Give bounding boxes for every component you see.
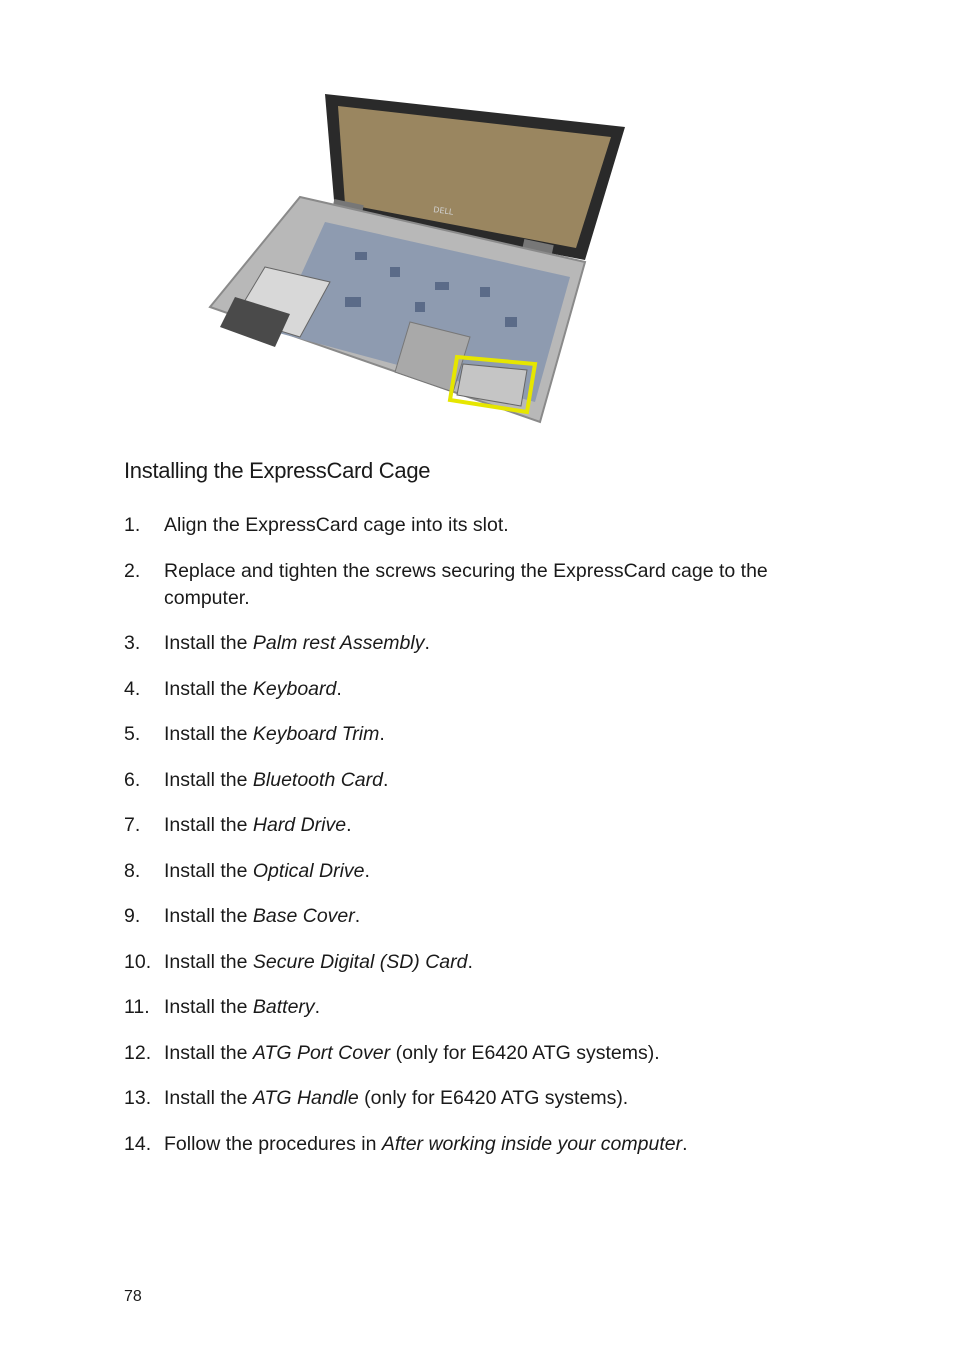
step-text-suffix: . — [336, 677, 342, 700]
step-reference: After working inside your computer — [381, 1132, 683, 1155]
step-number: 12. — [124, 1041, 152, 1064]
step-text: Install the — [164, 1087, 253, 1109]
step-text: Install the — [164, 677, 253, 700]
step-reference: Base Cover — [252, 905, 355, 927]
step-number: 1. — [124, 514, 141, 536]
step-reference: Battery — [252, 996, 315, 1018]
step-text-suffix: . — [682, 1132, 688, 1155]
step-reference: ATG Port Cover — [252, 1041, 391, 1064]
step-text: Align the ExpressCard cage into its slot. — [164, 514, 509, 536]
step-item — [124, 767, 844, 794]
step-number: 10. — [124, 950, 152, 973]
step-number: 11. — [124, 996, 150, 1018]
laptop-figure — [205, 82, 635, 427]
step-text: Install the — [164, 996, 253, 1018]
step-text: Replace and tighten the screws securing the ExpressCard cage to the computer. — [164, 559, 768, 609]
step-item — [124, 676, 844, 703]
step-number: 7. — [124, 814, 141, 836]
step-item — [124, 949, 844, 976]
step-item — [124, 812, 844, 839]
step-text-suffix: . — [314, 996, 321, 1018]
expresscard-cage — [457, 364, 527, 406]
step-item — [124, 903, 844, 930]
step-item — [124, 1085, 844, 1112]
step-text-suffix: . — [364, 859, 370, 882]
step-reference: Palm rest Assembly — [252, 632, 425, 654]
brand-logo: DELL — [432, 205, 454, 217]
step-item — [124, 558, 844, 612]
step-text: Install the — [164, 632, 253, 654]
step-item — [124, 630, 844, 657]
step-reference: Keyboard — [252, 677, 337, 700]
step-text-suffix: (only for E6420 ATG systems). — [358, 1087, 629, 1109]
step-text: Install the — [164, 768, 253, 791]
step-item — [124, 1131, 844, 1158]
step-number: 9. — [124, 905, 141, 927]
step-text: Install the — [164, 723, 253, 745]
step-text-suffix: . — [424, 632, 430, 654]
step-text: Install the — [164, 814, 253, 836]
step-item — [124, 1040, 844, 1067]
step-reference: Secure Digital (SD) Card — [252, 950, 468, 973]
step-text-suffix: . — [382, 768, 389, 791]
step-text-suffix: . — [467, 950, 473, 973]
step-number: 2. — [124, 559, 141, 582]
step-reference: Hard Drive — [252, 814, 347, 836]
step-number: 3. — [124, 632, 141, 654]
page-number: 78 — [124, 1288, 142, 1305]
step-reference: Keyboard Trim — [252, 723, 380, 745]
step-text: Install the — [164, 859, 253, 882]
step-number: 6. — [124, 768, 141, 791]
step-item — [124, 512, 844, 539]
step-number: 14. — [124, 1132, 152, 1155]
step-text: Follow the procedures in — [164, 1132, 382, 1155]
step-text-suffix: . — [379, 723, 385, 745]
step-item — [124, 721, 844, 748]
step-number: 8. — [124, 859, 141, 882]
step-reference: Bluetooth Card — [252, 768, 383, 791]
step-number: 13. — [124, 1087, 152, 1109]
step-text: Install the — [164, 1041, 253, 1064]
step-item — [124, 994, 844, 1021]
step-number: 5. — [124, 723, 141, 745]
steps-list — [124, 512, 844, 1176]
step-text-suffix: (only for E6420 ATG systems). — [390, 1041, 660, 1064]
section-heading: Installing the ExpressCard Cage — [124, 458, 431, 483]
step-text-suffix: . — [354, 905, 361, 927]
step-reference: Optical Drive — [252, 859, 365, 882]
step-number: 4. — [124, 677, 141, 700]
step-item — [124, 858, 844, 885]
step-text: Install the — [164, 905, 253, 927]
step-reference: ATG Handle — [252, 1087, 359, 1109]
step-text: Install the — [164, 950, 253, 973]
step-text-suffix: . — [346, 814, 352, 836]
